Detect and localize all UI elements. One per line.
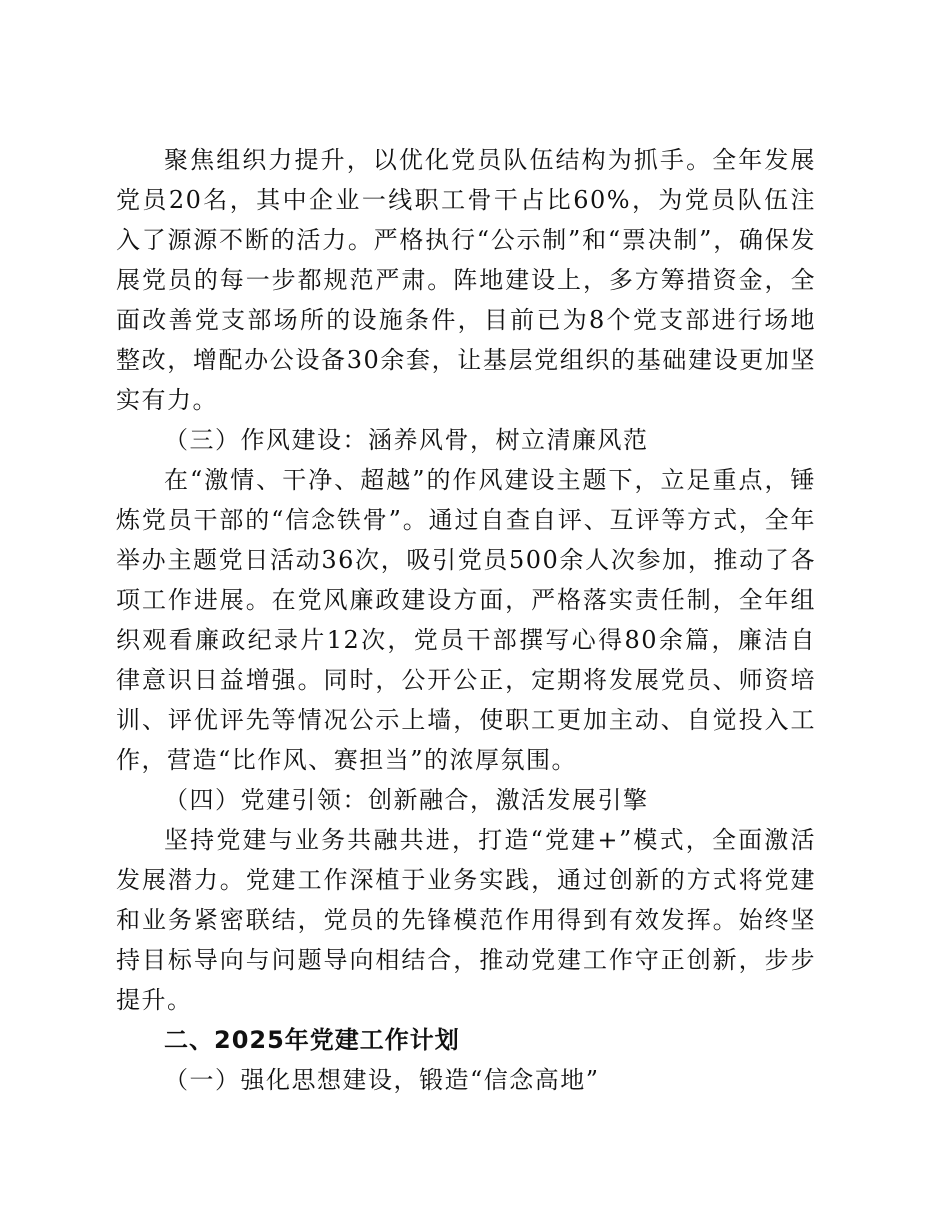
subheading-work-style: （三）作风建设：涵养风骨，树立清廉风范 [164, 426, 649, 454]
subheading-party-leadership: （四）党建引领：创新融合，激活发展引擎 [164, 786, 649, 814]
paragraph-work-style: 在“激情、干净、超越”的作风建设主题下，立足重点，锤炼党员干部的“信念铁骨”。通过自查自评、互评等方式，全年举办主题党日活动36次，吸引党员500余人次参加，推动了各项工作进展。在党风廉政建设方面，严格落实责任制，全年组织观看廉政纪录片12次，党员干部撰写心得80余篇，廉洁自律意识日益增强。同时，公开公正，定期将发展党员、师资培训、评优评先等情况公示上墙，使职工更加主动、自觉投入工作，营造“比作风、赛担当”的浓厚氛围。 [116, 466, 816, 774]
document-body [116, 140, 816, 1100]
section-heading-2025-plan: 二、2025年党建工作计划 [164, 1026, 460, 1054]
subheading-ideology: （一）强化思想建设，锻造“信念高地” [164, 1066, 600, 1094]
paragraph-organization: 聚焦组织力提升，以优化党员队伍结构为抓手。全年发展党员20名，其中企业一线职工骨干占比60%，为党员队伍注入了源源不断的活力。严格执行“公示制”和“票决制”，确保发展党员的每一步都规范严肃。阵地建设上，多方筹措资金，全面改善党支部场所的设施条件，目前已为8个党支部进行场地整改，增配办公设备30余套，让基层党组织的基础建设更加坚实有力。 [116, 146, 816, 414]
paragraph-party-leadership: 坚持党建与业务共融共进，打造“党建+”模式，全面激活发展潜力。党建工作深植于业务实践，通过创新的方式将党建和业务紧密联结，党员的先锋模范作用得到有效发挥。始终坚持目标导向与问题导向相结合，推动党建工作守正创新，步步提升。 [116, 826, 816, 1014]
